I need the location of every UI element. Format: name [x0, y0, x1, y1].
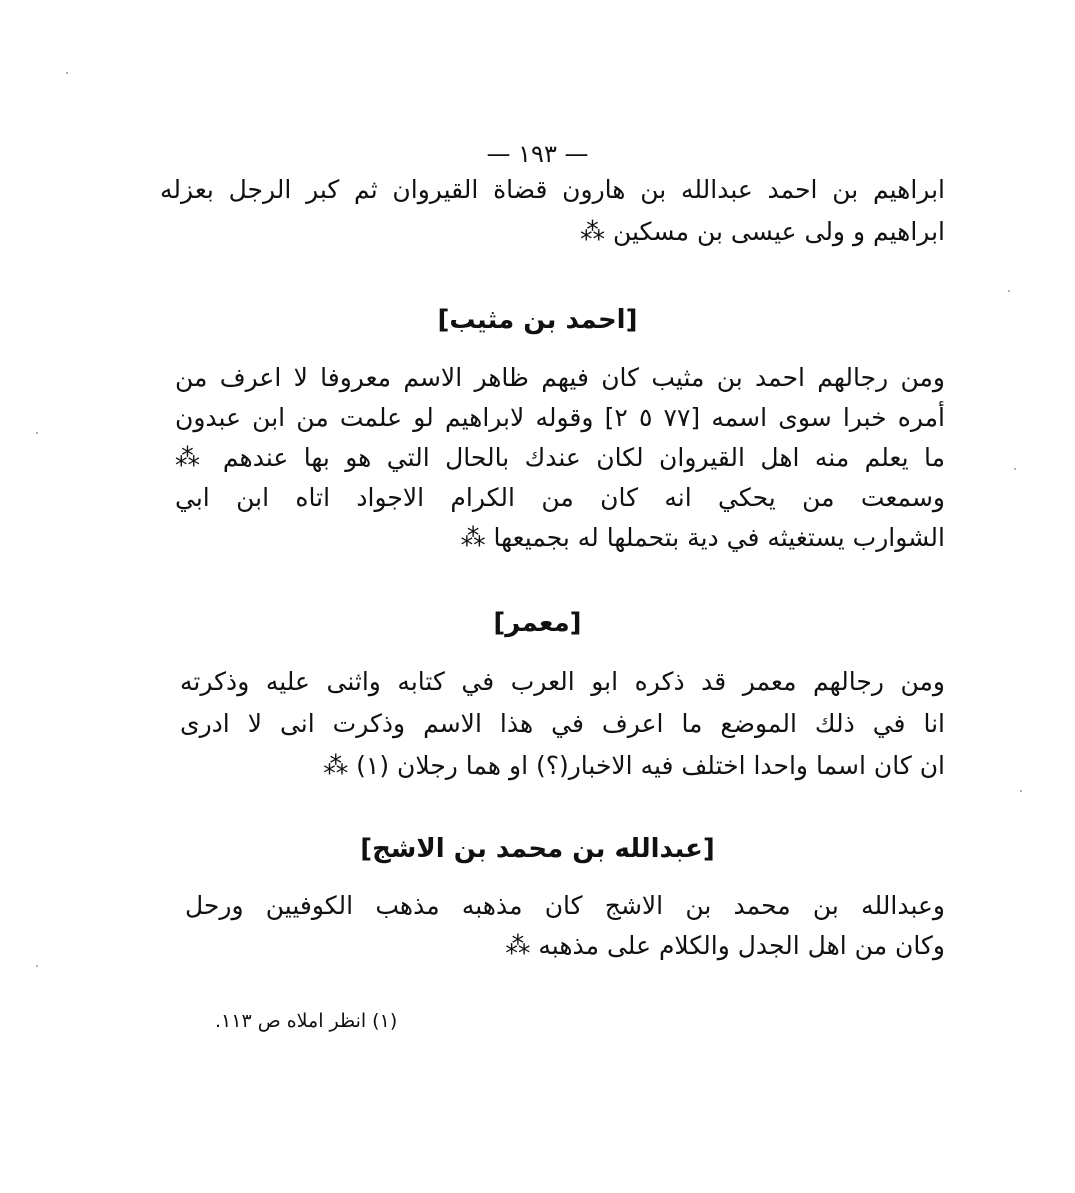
text-line: وسمعت من يحكي انه كان من الكرام الاجواد اتاه ابن ابي: [175, 483, 945, 512]
text-line: وكان من اهل الجدل والكلام على مذهبه ⁂: [505, 931, 945, 960]
page-number: — ١٩٣ —: [486, 140, 589, 168]
text-line: ومن رجالهم احمد بن مثيب كان فيهم ظاهر الاسم معروفا لا اعرف من: [175, 363, 945, 392]
text-line: ابراهيم و ولى عيسى بن مسكين ⁂: [580, 217, 945, 246]
scan-speck: [1020, 790, 1022, 792]
text-line: انا في ذلك الموضع ما اعرف في هذا الاسم وذكرت انى لا ادرى: [180, 709, 945, 738]
scan-speck: [36, 432, 38, 434]
text-line: ابراهيم بن احمد عبدالله بن هارون قضاة القيروان ثم كبر الرجل بعزله: [160, 175, 945, 204]
scan-speck: [1008, 290, 1010, 292]
text-line: ومن رجالهم معمر قد ذكره ابو العرب في كتابه واثنى عليه وذكرته: [180, 667, 945, 696]
scan-speck: [36, 965, 38, 967]
text-line: وعبدالله بن محمد بن الاشج كان مذهبه مذهب الكوفيين ورحل: [185, 891, 945, 920]
text-line: الشوارب يستغيثه في دية بتحملها له بجميعها ⁂: [460, 523, 945, 552]
scan-speck: [1014, 468, 1016, 470]
text-line: أمره خبرا سوى اسمه [٧٧ ٥ ٢] وقوله لابراهيم لو علمت من ابن عبدون: [175, 403, 945, 432]
text-line: ان كان اسما واحدا اختلف فيه الاخبار(؟) او هما رجلان (١) ⁂: [323, 751, 945, 780]
footnote: (١) انظر املاه ص ١١٣.: [215, 1010, 398, 1032]
section-heading: [احمد بن مثيب]: [437, 305, 638, 335]
scan-speck: [66, 72, 68, 74]
section-heading: [عبدالله بن محمد بن الاشج]: [360, 834, 715, 864]
section-heading: [معمر]: [493, 608, 582, 638]
text-line: ما يعلم منه اهل القيروان لكان عندك بالحال التي هو بها عندهم ⁂: [175, 443, 945, 472]
